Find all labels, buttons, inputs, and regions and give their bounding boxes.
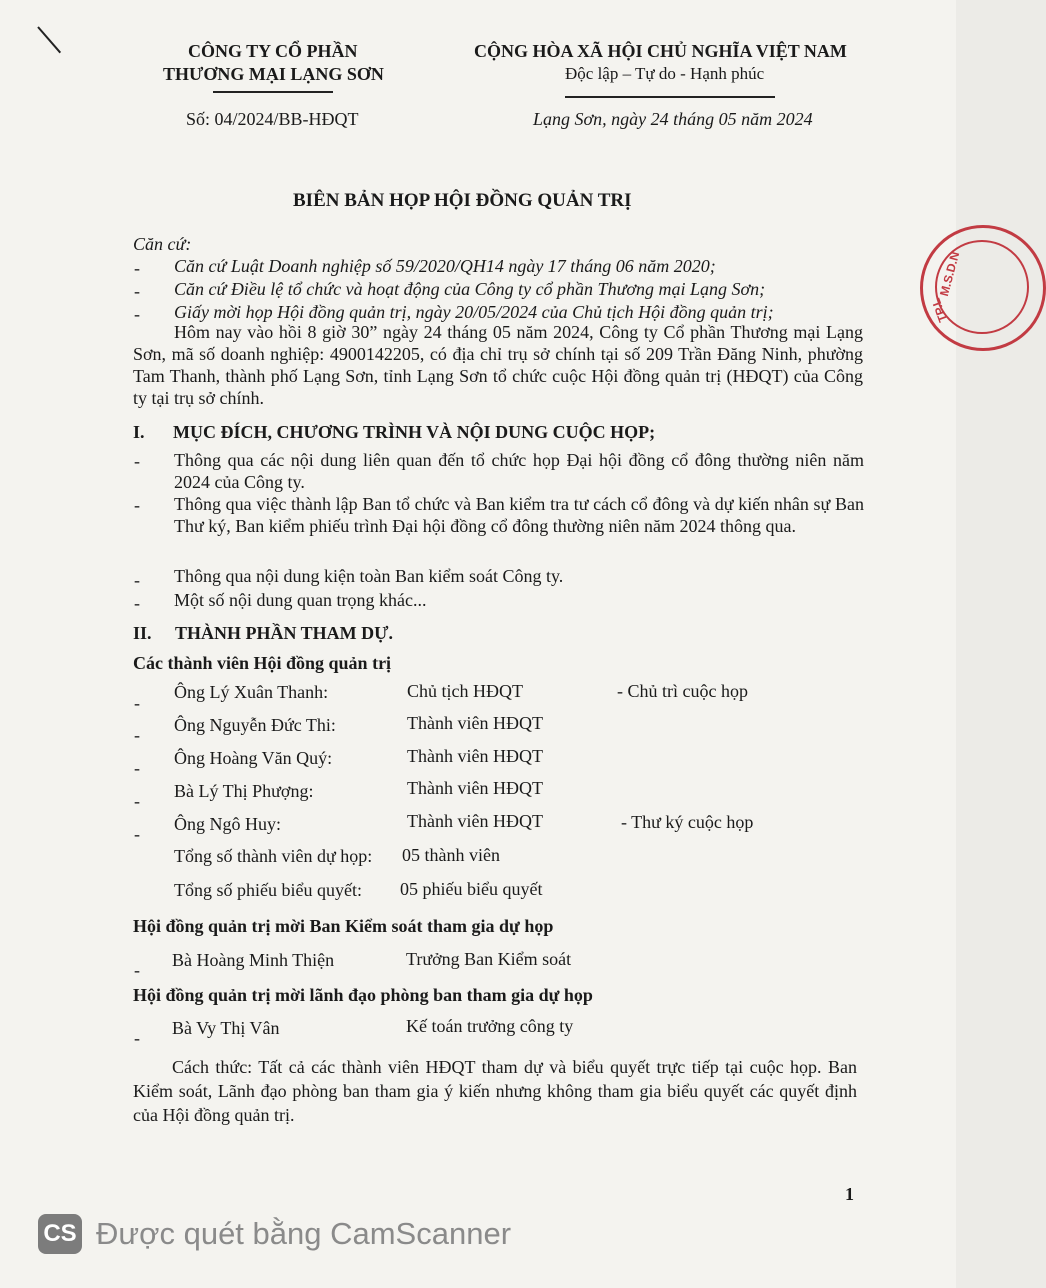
company-name-line2: THƯƠNG MẠI LẠNG SƠN — [163, 64, 384, 84]
bullet: - — [134, 570, 140, 590]
board-members-heading: Các thành viên Hội đồng quản trị — [133, 653, 392, 673]
agenda-item: Thông qua việc thành lập Ban tổ chức và Ban kiểm tra tư cách cổ đông và dự kiến nhân sự Ban Thư ký, Ban kiểm phiếu trình Đại hội đồng cổ đông thường niên năm 2024 thông qua. — [174, 494, 864, 536]
member-role: Chủ tịch HĐQT — [407, 681, 523, 701]
department-name: Bà Vy Thị Vân — [172, 1018, 280, 1038]
company-seal-stamp — [920, 225, 1046, 351]
department-role: Kế toán trưởng công ty — [406, 1016, 574, 1036]
section-heading: THÀNH PHẦN THAM DỰ. — [175, 623, 393, 643]
member-name: Ông Hoàng Văn Quý: — [174, 748, 333, 768]
bullet: - — [134, 758, 140, 778]
document-title: BIÊN BẢN HỌP HỘI ĐỒNG QUẢN TRỊ — [293, 190, 632, 211]
supervisory-heading: Hội đồng quản trị mời Ban Kiểm soát tham gia dự họp — [133, 916, 554, 936]
bullet: - — [134, 693, 140, 713]
bullet: - — [134, 593, 140, 613]
department-heading: Hội đồng quản trị mời lãnh đạo phòng ban tham gia dự họp — [133, 985, 593, 1005]
bullet: - — [134, 258, 140, 278]
method-paragraph: Cách thức: Tất cả các thành viên HĐQT tham dự và biểu quyết trực tiếp tại cuộc họp. Ban Kiểm soát, Lãnh đạo phòng ban tham gia ý kiến nhưng không tham gia biểu quyết các quyết định của Hội đồng quản trị. — [133, 1057, 857, 1125]
agenda-item: Một số nội dung quan trọng khác... — [174, 590, 427, 610]
member-role: Thành viên HĐQT — [407, 713, 543, 733]
stamp-text: M.S.D.N — [937, 250, 963, 298]
bullet: - — [134, 495, 140, 515]
page-number: 1 — [845, 1184, 854, 1204]
stamp-text: TP.L — [928, 296, 951, 324]
supervisory-name: Bà Hoàng Minh Thiện — [172, 950, 335, 970]
handwritten-slash-mark — [37, 26, 61, 53]
basis-item: Căn cứ Điều lệ tổ chức và hoạt động của Công ty cổ phần Thương mại Lạng Sơn; — [174, 279, 766, 299]
member-role: Thành viên HĐQT — [407, 811, 543, 831]
bullet: - — [134, 824, 140, 844]
bullet: - — [134, 451, 140, 471]
basis-item: Giấy mời họp Hội đồng quản trị, ngày 20/05/2024 của Chủ tịch Hội đồng quản trị; — [174, 302, 774, 322]
total-members-value: 05 thành viên — [402, 845, 500, 865]
member-note: - Chủ trì cuộc họp — [617, 681, 748, 701]
bullet: - — [134, 304, 140, 324]
member-role: Thành viên HĐQT — [407, 746, 543, 766]
bullet: - — [134, 725, 140, 745]
supervisory-role: Trưởng Ban Kiểm soát — [406, 949, 572, 969]
total-votes-value: 05 phiếu biểu quyết — [400, 879, 543, 899]
bullet: - — [134, 960, 140, 980]
nation-motto: Độc lập – Tự do - Hạnh phúc — [565, 64, 765, 83]
place-date: Lạng Sơn, ngày 24 tháng 05 năm 2024 — [533, 109, 813, 129]
total-members-label: Tổng số thành viên dự họp: — [174, 846, 373, 866]
bullet: - — [134, 1028, 140, 1048]
bullet: - — [134, 281, 140, 301]
section-heading: MỤC ĐÍCH, CHƯƠNG TRÌNH VÀ NỘI DUNG CUỘC HỌP; — [173, 422, 656, 442]
section-number: I. — [133, 422, 145, 442]
agenda-item: Thông qua các nội dung liên quan đến tổ chức họp Đại hội đồng cổ đông thường niên năm 2024 của Công ty. — [174, 450, 864, 492]
document-number: Số: 04/2024/BB-HĐQT — [186, 109, 359, 129]
camscanner-logo-icon: CS — [38, 1214, 82, 1254]
agenda-item: Thông qua nội dung kiện toàn Ban kiểm soát Công ty. — [174, 566, 564, 586]
total-votes-label: Tổng số phiếu biểu quyết: — [174, 880, 362, 900]
bullet: - — [134, 791, 140, 811]
section-number: II. — [133, 623, 152, 643]
company-underline — [213, 91, 333, 93]
scanner-watermark — [38, 1214, 511, 1254]
motto-underline — [565, 96, 775, 98]
scanner-text: Được quét bằng CamScanner — [96, 1216, 512, 1251]
basis-item: Căn cứ Luật Doanh nghiệp số 59/2020/QH14 ngày 17 tháng 06 năm 2020; — [174, 256, 716, 276]
company-name-line1: CÔNG TY CỔ PHẦN — [188, 41, 358, 61]
member-name: Ông Lý Xuân Thanh: — [174, 682, 329, 702]
member-name: Bà Lý Thị Phượng: — [174, 781, 314, 801]
nation-title: CỘNG HÒA XÃ HỘI CHỦ NGHĨA VIỆT NAM — [474, 41, 847, 61]
member-name: Ông Ngô Huy: — [174, 814, 281, 834]
member-name: Ông Nguyễn Đức Thi: — [174, 715, 336, 735]
member-role: Thành viên HĐQT — [407, 778, 543, 798]
basis-label: Căn cứ: — [133, 234, 192, 254]
intro-paragraph: Hôm nay vào hồi 8 giờ 30” ngày 24 tháng 05 năm 2024, Công ty Cổ phần Thương mại Lạng Sơn, mã số doanh nghiệp: 4900142205, có địa chỉ trụ sở chính tại số 209 Trần Đăng Ninh, phường Tam Thanh, thành phố Lạng Sơn, tỉnh Lạng Sơn tổ chức cuộc Hội đồng quản trị (HĐQT) của Công ty tại trụ sở chính. — [133, 322, 863, 408]
member-note: - Thư ký cuộc họp — [621, 812, 754, 832]
